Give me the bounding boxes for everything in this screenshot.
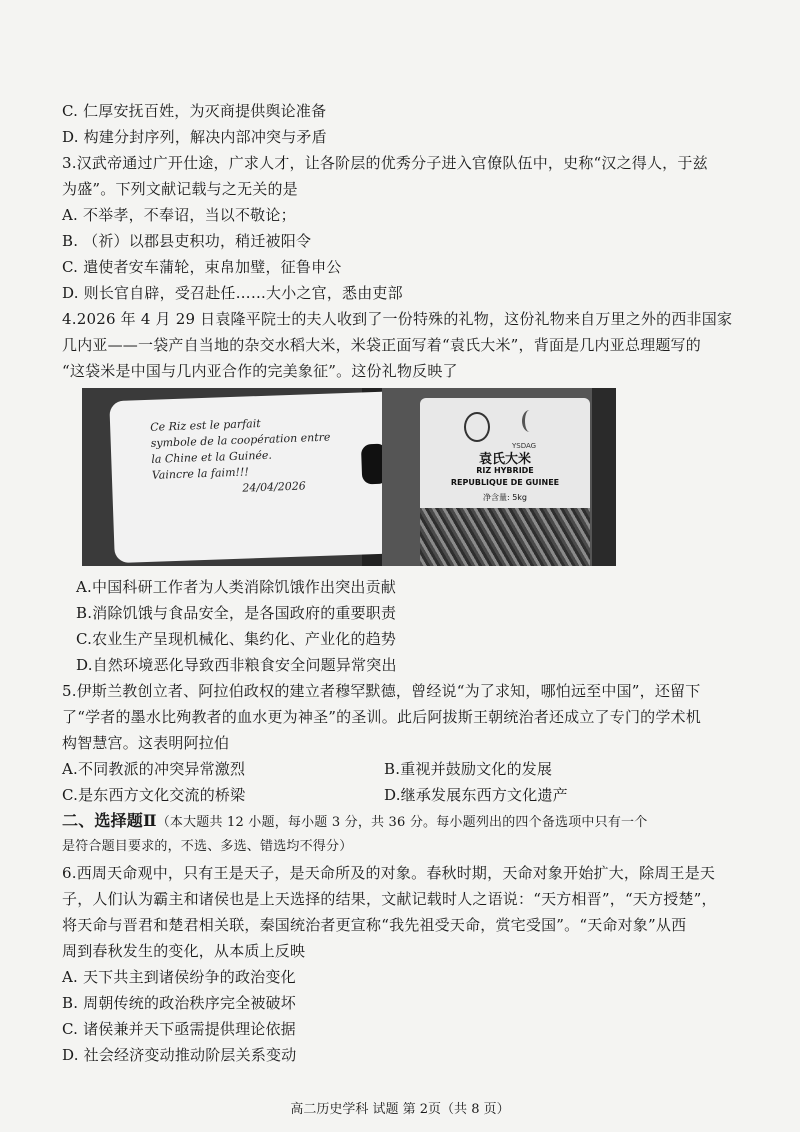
question-4-option-b: B.消除饥饿与食品安全，是各国政府的重要职责: [76, 604, 397, 622]
question-2-option-c: C. 仁厚安抚百姓，为灭商提供舆论准备: [62, 102, 327, 120]
photo-edge-strip: [592, 388, 616, 566]
section-2-instructions-line-2: 是符合题目要求的，不选、多选、错选均不得分）: [62, 839, 353, 854]
section-2-header: [62, 811, 752, 833]
question-5-stem-line-3: 构智慧宫。这表明阿拉伯: [62, 734, 230, 752]
bag-title: 袁氏大米: [478, 452, 531, 467]
question-3-option-b: B. （祈）以郡县吏积功，稍迁被阳令: [62, 232, 312, 250]
handwritten-signature-date: 24/04/2026: [242, 479, 306, 495]
question-4-option-d: D.自然环境恶化导致西非粮食安全问题异常突出: [76, 656, 397, 674]
bag-logos: [452, 410, 552, 450]
question-3-stem-line-2: 为盛”。下列文献记载与之无关的是: [62, 180, 298, 198]
question-4-stem-line-1: 4.2026 年 4 月 29 日袁隆平院士的夫人收到了一份特殊的礼物，这份礼物来自万里之外的西非国家: [62, 310, 733, 328]
question-5-option-c: C.是东西方文化交流的桥梁: [62, 786, 246, 804]
question-6-option-b: B. 周朝传统的政治秩序完全被破坏: [62, 994, 296, 1012]
question-3-option-c: C. 遣使者安车蒲轮，束帛加璧，征鲁申公: [62, 258, 342, 276]
question-5-stem-line-1: 5.伊斯兰教创立者、阿拉伯政权的建立者穆罕默德，曾经说“为了求知，哪怕远至中国”，还留下: [62, 682, 701, 700]
question-4-stem-line-2: 几内亚——一袋产自当地的杂交水稻大米，米袋正面写着“袁氏大米”，背面是几内亚总理题写的: [62, 336, 701, 354]
section-2-title: 二、选择题Ⅱ: [62, 811, 157, 830]
rice-bag-back: [109, 391, 412, 563]
bag-subtitle-2: REPUBLIQUE DE GUINEE: [450, 478, 560, 487]
section-2-instructions: （本大题共 12 小题，每小题 3 分，共 36 分。每小题列出的四个备选项中只有一个: [156, 815, 648, 830]
bag-subtitle-1: RIZ HYBRIDE: [476, 466, 534, 475]
question-5-option-d: D.继承发展东西方文化遗产: [384, 786, 568, 804]
bag-brand: YSDAG: [512, 442, 537, 450]
question-6-stem-line-1: 6.西周天命观中，只有王是天子，是天命所及的对象。春秋时期，天命对象开始扩大，除周王是天: [62, 864, 716, 882]
question-4-stem-line-3: “这袋米是中国与几内亚合作的完美象征”。这份礼物反映了: [62, 362, 458, 380]
question-6-option-a: A. 天下共主到诸侯纷争的政治变化: [62, 968, 296, 986]
emblem-icon: [464, 412, 490, 442]
question-5-option-b: B.重视并鼓励文化的发展: [384, 760, 553, 778]
question-6-option-d: D. 社会经济变动推动阶层关系变动: [62, 1046, 297, 1064]
question-4-option-a: A.中国科研工作者为人类消除饥饿作出突出贡献: [76, 578, 397, 596]
question-3-option-d: D. 则长官自辟，受召赴任……大小之官，悉由吏部: [62, 284, 403, 302]
leaf-icon: [522, 410, 537, 432]
rice-grain-image: [420, 508, 590, 566]
rice-bag-photo: [82, 388, 616, 566]
question-5-stem-line-2: 了“学者的墨水比殉教者的血水更为神圣”的圣训。此后阿拔斯王朝统治者还成立了专门的学术机: [62, 708, 701, 726]
bag-weight: 净含量: 5kg: [482, 493, 528, 502]
question-6-stem-line-4: 周到春秋发生的变化，从本质上反映: [62, 942, 306, 960]
question-4-option-c: C.农业生产呈现机械化、集约化、产业化的趋势: [76, 630, 397, 648]
question-3-stem-line-1: 3.汉武帝通过广开仕途，广求人才，让各阶层的优秀分子进入官僚队伍中，史称“汉之得人，于兹: [62, 154, 708, 172]
handwritten-note: Ce Riz est le parfait symbole de la coopération entre la Chine et la Guinée. Vaincre la faim!!! 24/04/2026: [150, 412, 373, 500]
rice-bag-front: [420, 398, 590, 566]
photo-right-background: [382, 388, 616, 566]
question-6-option-c: C. 诸侯兼并天下亟需提供理论依据: [62, 1020, 296, 1038]
question-2-option-d: D. 构建分封序列，解决内部冲突与矛盾: [62, 128, 327, 146]
question-5-option-a: A.不同教派的冲突异常激烈: [62, 760, 246, 778]
page-footer: 高二历史学科 试题 第 2页（共 8 页）: [290, 1102, 510, 1117]
question-6-stem-line-3: 将天命与晋君和楚君相关联，秦国统治者更宣称“我先祖受天命，赏宅受国”。“天命对象”从西: [62, 916, 687, 934]
question-6-stem-line-2: 子，人们认为霸主和诸侯也是上天选择的结果，文献记载时人之语说：“天方相晋”，“天方授楚”，: [62, 890, 717, 908]
question-3-option-a: A. 不举孝，不奉诏，当以不敬论；: [62, 206, 296, 224]
